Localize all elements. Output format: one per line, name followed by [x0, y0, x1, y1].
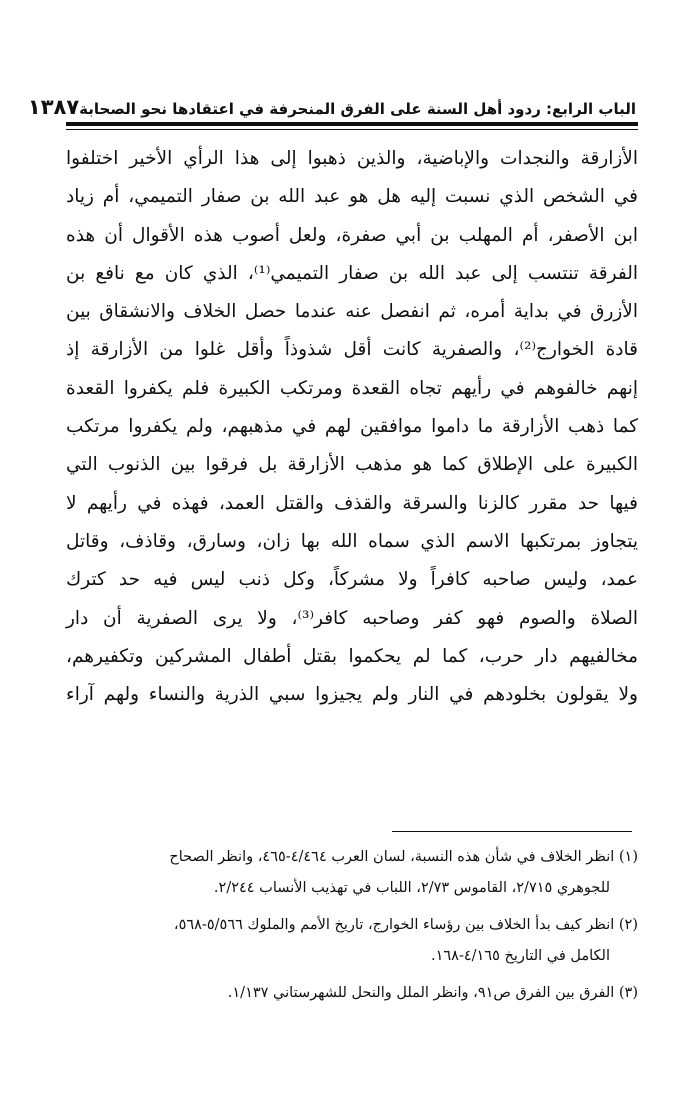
body-line: في الشخص الذي نسبت إليه هل هو عبد الله بن صفار التميمي، أم زياد	[66, 186, 638, 208]
body-line: قادة الخوارج⁽²⁾، والصفرية كانت أقل شذوذاً وأقل غلوا من الأزارقة إذ	[66, 339, 638, 361]
body-line: مخالفيهم دار حرب، كما لم يحكموا بقتل أطفال المشركين وتكفيرهم،	[66, 645, 638, 667]
body-line: الأزرق في بداية أمره، ثم انفصل عنه عندما حصل الخلاف والانشقاق بين	[66, 301, 638, 323]
body-line: إنهم خالفوهم في رأيهم تجاه القعدة ومرتكب الكبيرة فلم يكفروا القعدة	[66, 377, 638, 399]
footnote-1-line-2: للجوهري ٢/٧١٥، القاموس ٢/٧٣، اللباب في تهذيب الأنساب ٢/٢٤٤.	[213, 880, 610, 896]
footnote-2-line-1: (٢) انظر كيف بدأ الخلاف بين رؤساء الخوارج، تاريخ الأمم والملوك ٥/٥٦٦-٥٦٨،	[173, 917, 638, 933]
body-line: الأزارقة والنجدات والإباضية، والذين ذهبوا إلى هذا الرأي الأخير اختلفوا	[66, 148, 638, 169]
body-line: الكبيرة على الإطلاق كما هو مذهب الأزارقة بل فرقوا بين الذنوب التي	[66, 454, 638, 476]
body-line: كما ذهب الأزارقة ما داموا موافقين لهم في مذهبهم، ولم يكفروا مرتكب	[66, 416, 638, 438]
running-header	[27, 84, 636, 119]
body-line: ابن الأصفر، أم المهلب بن أبي صفرة، ولعل أصوب هذه الأقوال أن هذه	[66, 224, 638, 246]
footnote-2-line-2: الكامل في التاريخ ٤/١٦٥-١٦٨.	[430, 948, 610, 964]
footnotes	[66, 842, 638, 1009]
footnote-1-line-1: (١) انظر الخلاف في شأن هذه النسبة، لسان العرب ٤/٤٦٤-٤٦٥، وانظر الصحاح	[169, 849, 638, 865]
body-line: فيها حد مقرر كالزنا والسرقة والقذف والقتل العمد، فهذه في رأيهم لا	[66, 492, 638, 514]
body-line: عمد، وليس صاحبه كافراً ولا مشركاً، وكل ذنب ليس فيه حد كترك	[66, 569, 638, 591]
chapter-title: الباب الرابع: ردود أهل السنة على الفرق المنحرفة في اعتقادها نحو الصحابة	[79, 100, 636, 118]
body-line: يتجاوز بمرتكبها الاسم الذي سماه الله بها زان، وسارق، وقاذف، وقاتل	[66, 530, 638, 552]
body-text	[66, 140, 638, 714]
header-rule-thick	[66, 122, 638, 126]
footnote-separator	[392, 831, 632, 832]
footnote-3-line-1: (٣) الفرق بين الفرق ص٩١، وانظر الملل والنحل للشهرستاني ١/١٣٧.	[227, 985, 638, 1001]
page-number: ١٣٨٧	[27, 95, 80, 119]
body-line: ولا يقولون بخلودهم في النار ولم يجيزوا سبي الذرية والنساء ولهم آراء	[66, 684, 638, 706]
header-rule-thin	[66, 129, 638, 130]
body-line: الفرقة تنتسب إلى عبد الله بن صفار التميمي⁽¹⁾، الذي كان مع نافع بن	[66, 262, 638, 284]
body-line: الصلاة والصوم فهو كفر وصاحبه كافر⁽³⁾، ولا يرى الصفرية أن دار	[66, 607, 638, 629]
